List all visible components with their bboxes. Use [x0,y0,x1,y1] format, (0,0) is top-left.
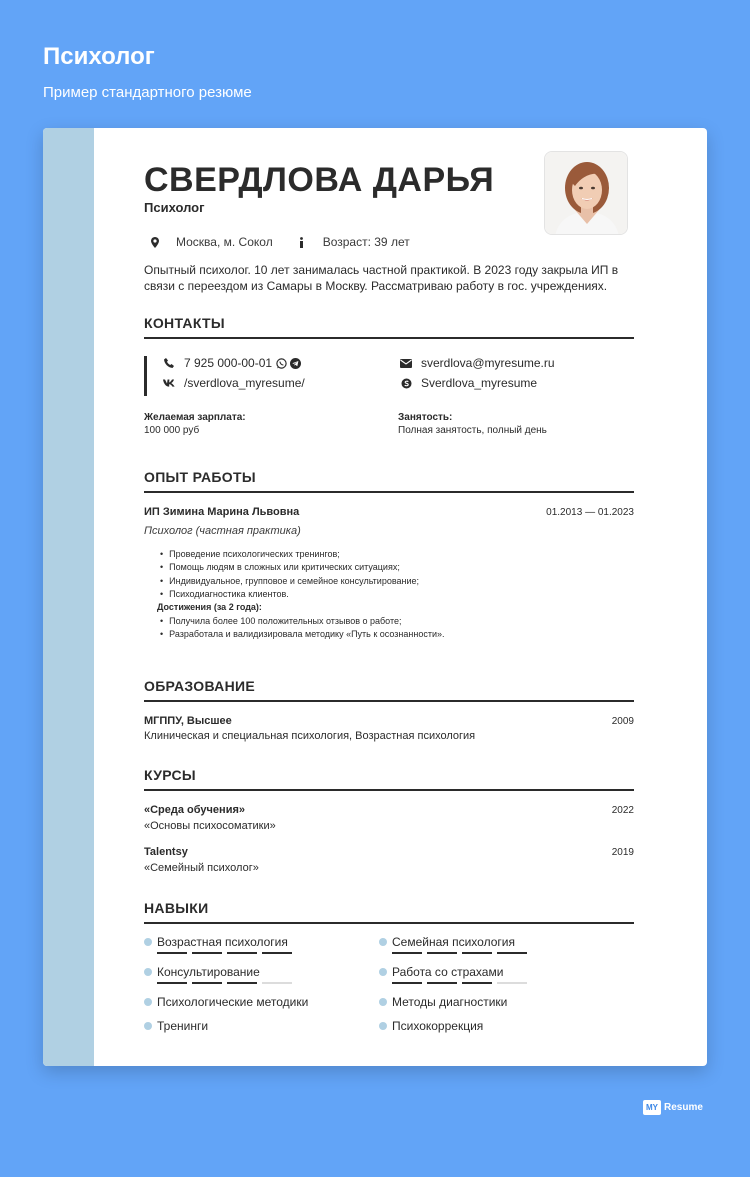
achievements-label: Достижения (за 2 года): [157,602,262,612]
bullet-dot-icon [144,1022,152,1030]
course-year: 2022 [611,805,634,816]
job-position: Психолог (частная практика) [144,525,301,537]
skype-icon [399,378,413,389]
envelope-icon [399,359,413,368]
skill-name: Консультирование [157,965,260,979]
job-duties-list [160,548,419,601]
phone-icon [162,358,176,368]
education-heading: ОБРАЗОВАНИЕ [144,678,634,702]
skype-row [399,376,537,390]
skill-level-bar [392,952,527,954]
logo-my: MY [643,1100,661,1115]
skill-name: Психологические методики [157,995,309,1009]
employment-value: Полная занятость, полный день [398,425,547,436]
skill-name: Тренинги [157,1019,209,1033]
skill-name: Психокоррекция [392,1019,484,1033]
telegram-icon[interactable] [290,358,301,369]
whatsapp-icon[interactable] [276,358,287,369]
bullet-dot-icon [379,1022,387,1030]
bullet-dot-icon [379,968,387,976]
education-year: 2009 [611,716,634,727]
experience-heading: ОПЫТ РАБОТЫ [144,469,634,493]
candidate-role: Психолог [144,200,205,215]
skype-handle[interactable]: Sverdlova_myresume [421,376,538,390]
education-description: Клиническая и специальная психология, Возрастная психология [144,730,476,742]
email-row [399,356,555,370]
education-institution: МГППУ, Высшее [144,715,232,727]
list-item: • Индивидуальное, групповое и семейное консультирование; [160,575,419,588]
bullet-dot-icon [144,938,152,946]
page-title: Психолог [43,43,155,70]
resume-sheet [43,128,707,1066]
bullet-dot-icon [379,938,387,946]
summary-text: Опытный психолог. 10 лет занималась частной практикой. В 2023 году закрыла ИП в связи с переездом из Самары в Москву. Рассматриваю работу в гос. учреждениях. [144,263,619,293]
list-item: • Помощь людям в сложных или критических ситуациях; [160,561,419,574]
myresume-logo[interactable] [643,1100,703,1115]
page-subtitle: Пример стандартного резюме [43,84,252,101]
skill-name: Методы диагностики [392,995,508,1009]
skill-item [379,965,527,984]
location-pin-icon [148,237,162,248]
phone-row [162,356,301,370]
course-name: «Среда обучения» [144,804,245,816]
skill-item [144,935,292,954]
skill-item [379,935,527,954]
courses-heading: КУРСЫ [144,767,634,791]
email-link[interactable]: sverdlova@myresume.ru [421,356,555,370]
phone-number[interactable]: 7 925 000-00-01 [184,356,273,370]
list-item: • Разработала и валидизировала методику «Путь к осознанности». [160,628,445,641]
vk-icon [162,379,176,387]
info-icon [295,237,309,248]
bullet-dot-icon [144,998,152,1006]
skill-level-bar [157,982,292,984]
bullet-dot-icon [379,998,387,1006]
skill-name: Возрастная психология [157,935,288,949]
salary-value: 100 000 руб [144,425,200,436]
resume-side-stripe [43,128,94,1066]
employment-label: Занятость: [398,412,453,423]
logo-resume: Resume [664,1102,703,1113]
contacts-accent-bar [144,356,147,396]
skills-heading: НАВЫКИ [144,900,634,924]
skill-item [379,1019,483,1033]
location-text: Москва, м. Сокол [176,235,273,249]
skill-level-bar [157,952,292,954]
course-description: «Семейный психолог» [144,862,259,874]
resume-content [144,128,634,1066]
vk-row [162,376,305,390]
job-organization: ИП Зимина Марина Львовна [144,506,300,518]
contacts-heading: КОНТАКТЫ [144,315,634,339]
salary-label: Желаемая зарплата: [144,412,246,423]
skill-level-bar [392,982,527,984]
candidate-name: СВЕРДЛОВА ДАРЬЯ [144,161,495,199]
course-name: Talentsy [144,846,188,858]
job-dates: 01.2013 — 01.2023 [546,507,634,518]
skill-item [144,965,292,984]
list-item: • Психодиагностика клиентов. [160,588,419,601]
skill-item [379,995,507,1009]
achievements-list [160,615,445,642]
list-item: • Проведение психологических тренингов; [160,548,419,561]
skill-name: Работа со страхами [392,965,504,979]
course-year: 2019 [611,847,634,858]
skill-name: Семейная психология [392,935,515,949]
bullet-dot-icon [144,968,152,976]
skill-item [144,995,308,1009]
meta-row [144,235,410,249]
candidate-photo [544,151,628,235]
vk-link[interactable]: /sverdlova_myresume/ [184,376,305,390]
age-text: Возраст: 39 лет [322,235,410,249]
list-item: • Получила более 100 положительных отзывов о работе; [160,615,445,628]
skill-item [144,1019,208,1033]
course-description: «Основы психосоматики» [144,820,276,832]
